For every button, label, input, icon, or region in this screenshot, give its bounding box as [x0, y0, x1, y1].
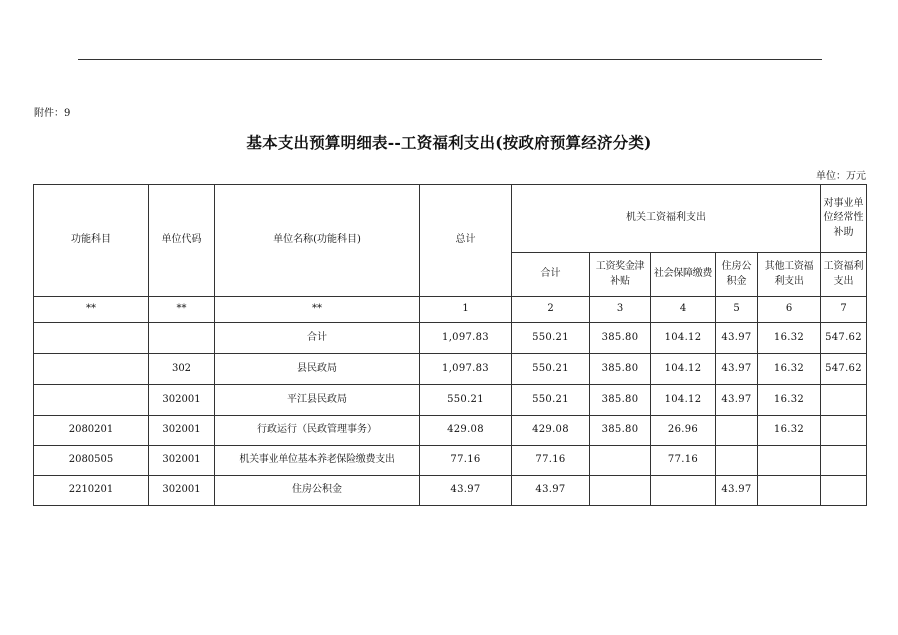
cell-sub-total: 43.97	[512, 476, 590, 506]
index-cell: 2	[512, 297, 590, 323]
cell-unit-name: 住房公积金	[215, 476, 420, 506]
cell-sub-total: 550.21	[512, 385, 590, 416]
unit-label: 单位：万元	[816, 171, 866, 182]
index-cell: 3	[590, 297, 651, 323]
cell-salary-bonus: 385.80	[590, 354, 651, 385]
budget-table	[33, 184, 867, 506]
table-row	[34, 446, 867, 476]
cell-func-subject	[34, 385, 149, 416]
cell-salary-bonus: 385.80	[590, 323, 651, 354]
cell-unit-code: 302001	[149, 476, 215, 506]
index-cell: **	[149, 297, 215, 323]
cell-sub-total: 550.21	[512, 323, 590, 354]
cell-subsidy-salary	[821, 446, 867, 476]
cell-total: 1,097.83	[420, 354, 512, 385]
header-housing-fund: 住房公积金	[716, 253, 758, 297]
index-cell: 4	[651, 297, 716, 323]
cell-unit-name: 平江县民政局	[215, 385, 420, 416]
cell-salary-bonus: 385.80	[590, 416, 651, 446]
cell-unit-code	[149, 323, 215, 354]
cell-housing-fund: 43.97	[716, 476, 758, 506]
header-group-label: 机关工资福利支出	[512, 185, 821, 253]
table-row	[34, 323, 867, 354]
index-row	[34, 297, 867, 323]
index-cell: 5	[716, 297, 758, 323]
cell-func-subject: 2080201	[34, 416, 149, 446]
cell-other-salary: 16.32	[758, 416, 821, 446]
header-social-security: 社会保障缴费	[651, 253, 716, 297]
cell-housing-fund	[716, 446, 758, 476]
header-unit-code: 单位代码	[149, 185, 215, 297]
cell-total: 1,097.83	[420, 323, 512, 354]
cell-housing-fund: 43.97	[716, 385, 758, 416]
table-row	[34, 476, 867, 506]
cell-social-security	[651, 476, 716, 506]
cell-other-salary	[758, 476, 821, 506]
cell-subsidy-salary	[821, 476, 867, 506]
cell-other-salary: 16.32	[758, 354, 821, 385]
cell-salary-bonus	[590, 476, 651, 506]
index-cell: 7	[821, 297, 867, 323]
cell-func-subject	[34, 354, 149, 385]
header-total: 总计	[420, 185, 512, 297]
cell-sub-total: 550.21	[512, 354, 590, 385]
index-cell: 1	[420, 297, 512, 323]
cell-salary-bonus	[590, 446, 651, 476]
cell-housing-fund: 43.97	[716, 354, 758, 385]
cell-sub-total: 77.16	[512, 446, 590, 476]
cell-total: 550.21	[420, 385, 512, 416]
cell-total: 429.08	[420, 416, 512, 446]
index-cell: **	[34, 297, 149, 323]
index-cell: 6	[758, 297, 821, 323]
cell-housing-fund: 43.97	[716, 323, 758, 354]
table-row	[34, 354, 867, 385]
cell-unit-name: 机关事业单位基本养老保险缴费支出	[215, 446, 420, 476]
cell-social-security: 104.12	[651, 385, 716, 416]
cell-other-salary	[758, 446, 821, 476]
cell-salary-bonus: 385.80	[590, 385, 651, 416]
header-row-1	[34, 185, 867, 253]
cell-unit-code: 302001	[149, 416, 215, 446]
cell-func-subject: 2080505	[34, 446, 149, 476]
header-subsidy-salary: 工资福利支出	[821, 253, 867, 297]
table-row	[34, 385, 867, 416]
cell-func-subject	[34, 323, 149, 354]
cell-subsidy-salary: 547.62	[821, 354, 867, 385]
table-row	[34, 416, 867, 446]
header-subsidy: 对事业单位经常性补助	[821, 185, 867, 253]
header-sub-total: 合计	[512, 253, 590, 297]
cell-unit-name: 合计	[215, 323, 420, 354]
cell-subsidy-salary	[821, 385, 867, 416]
cell-unit-code: 302001	[149, 385, 215, 416]
cell-social-security: 104.12	[651, 354, 716, 385]
header-rule	[78, 59, 822, 60]
cell-housing-fund	[716, 416, 758, 446]
cell-social-security: 104.12	[651, 323, 716, 354]
index-cell: **	[215, 297, 420, 323]
header-func-subject: 功能科目	[34, 185, 149, 297]
header-unit-name: 单位名称(功能科目)	[215, 185, 420, 297]
cell-total: 43.97	[420, 476, 512, 506]
header-salary-bonus: 工资奖金津补贴	[590, 253, 651, 297]
cell-unit-name: 行政运行（民政管理事务）	[215, 416, 420, 446]
cell-other-salary: 16.32	[758, 323, 821, 354]
cell-unit-code: 302001	[149, 446, 215, 476]
header-other-salary: 其他工资福利支出	[758, 253, 821, 297]
page-title: 基本支出预算明细表--工资福利支出(按政府预算经济分类)	[246, 133, 652, 152]
cell-subsidy-salary	[821, 416, 867, 446]
cell-social-security: 77.16	[651, 446, 716, 476]
attachment-label: 附件：9	[34, 108, 71, 119]
cell-total: 77.16	[420, 446, 512, 476]
cell-other-salary: 16.32	[758, 385, 821, 416]
cell-unit-code: 302	[149, 354, 215, 385]
cell-func-subject: 2210201	[34, 476, 149, 506]
cell-social-security: 26.96	[651, 416, 716, 446]
cell-sub-total: 429.08	[512, 416, 590, 446]
cell-subsidy-salary: 547.62	[821, 323, 867, 354]
cell-unit-name: 县民政局	[215, 354, 420, 385]
